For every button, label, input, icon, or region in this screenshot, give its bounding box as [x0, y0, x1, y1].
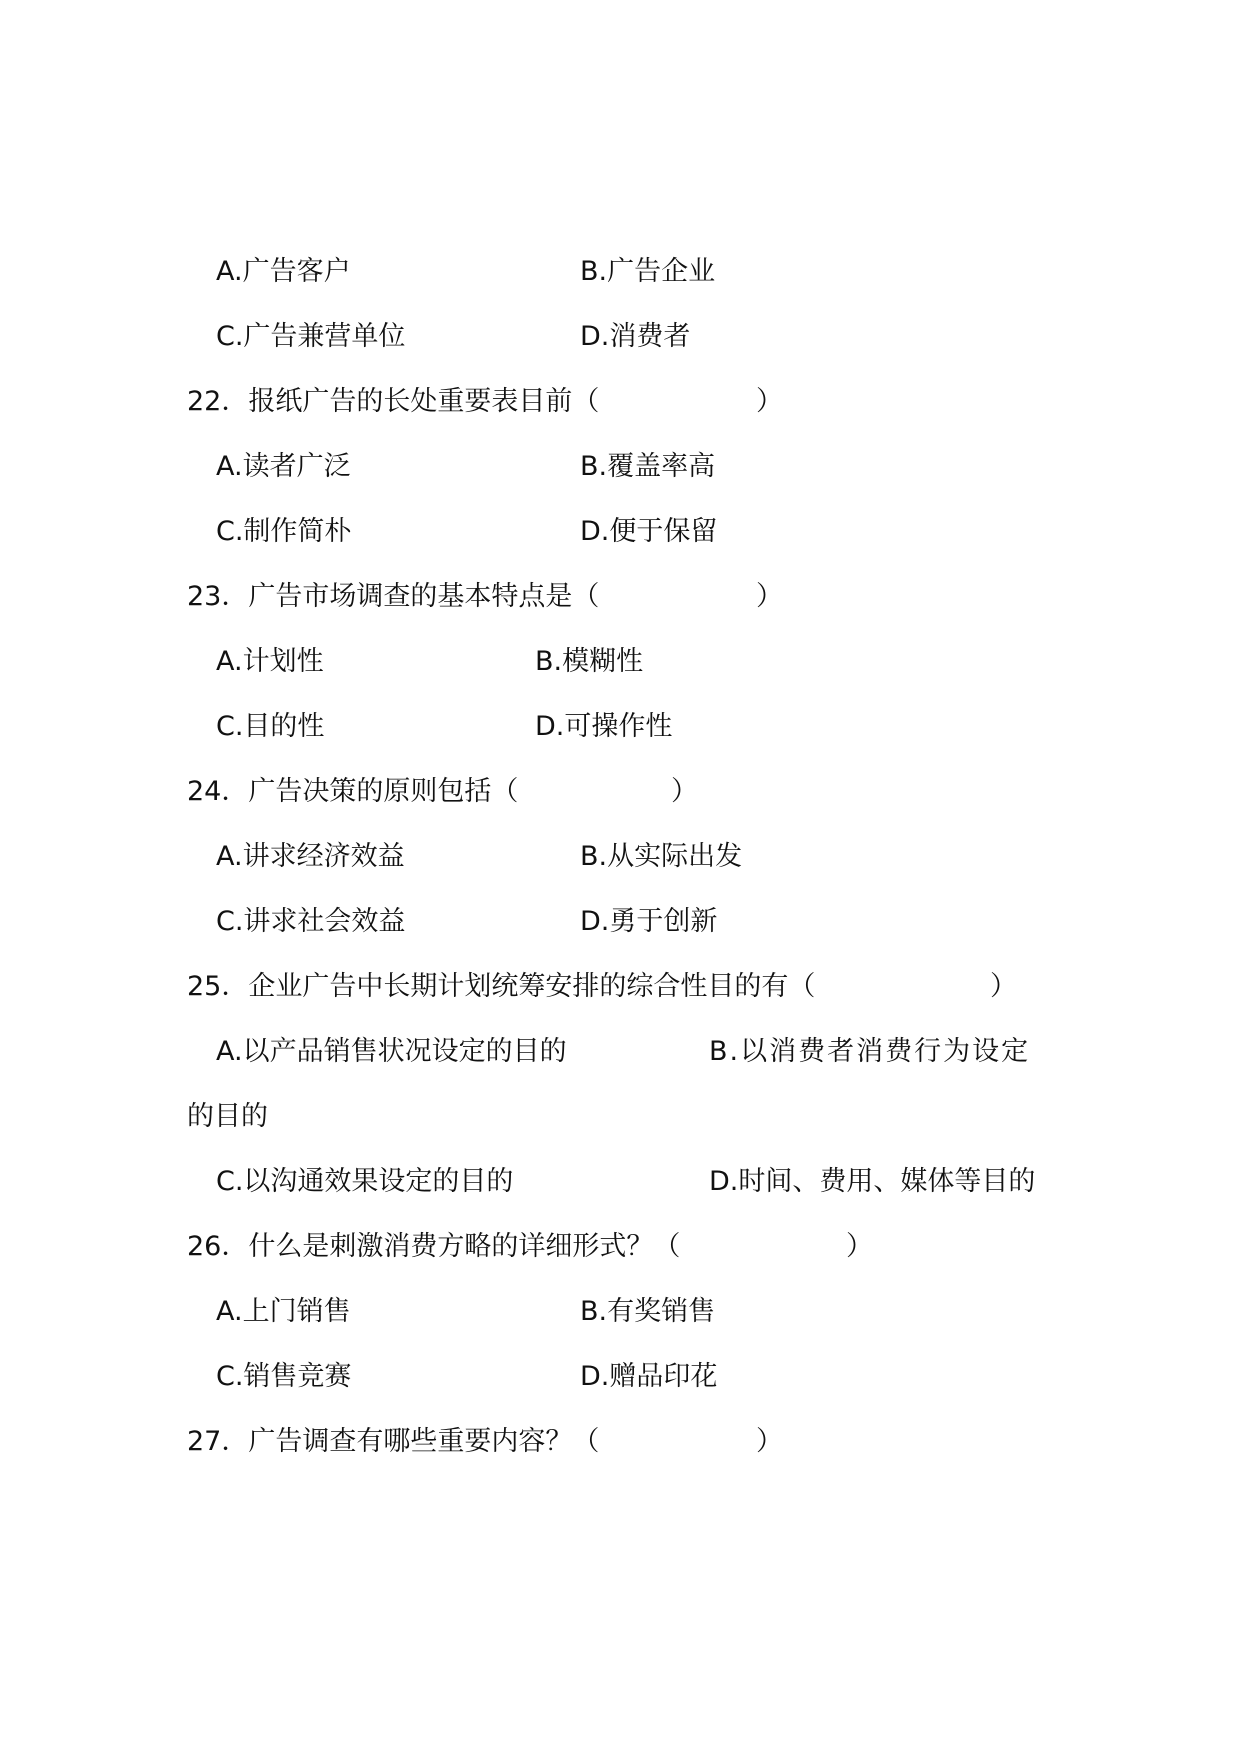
option-a: A.广告客户: [216, 256, 351, 287]
option-c: C.制作简朴: [216, 516, 352, 547]
option-b: B.以消费者消费行为设定: [709, 1036, 1031, 1067]
option-b: B.从实际出发: [580, 841, 743, 872]
option-a: A.上门销售: [216, 1296, 351, 1327]
option-c: C.讲求社会效益: [216, 906, 406, 937]
question-text: 22．报纸广告的长处重要表目前（: [187, 386, 600, 417]
option-d: D.时间、费用、媒体等目的: [709, 1166, 1036, 1197]
option-d: D.可操作性: [535, 711, 673, 742]
answer-paren-close: ）: [756, 386, 783, 417]
option-c: C.目的性: [216, 711, 325, 742]
answer-paren-close: ）: [990, 971, 1017, 1002]
option-a: A.读者广泛: [216, 451, 351, 482]
option-c: C.以沟通效果设定的目的: [216, 1166, 514, 1197]
option-d: D.勇于创新: [580, 906, 718, 937]
question-text: 23．广告市场调查的基本特点是（: [187, 581, 600, 612]
question-text: 27．广告调查有哪些重要内容？（: [187, 1426, 600, 1457]
option-d: D.赠品印花: [580, 1361, 718, 1392]
option-b: B.模糊性: [535, 646, 644, 677]
answer-paren-close: ）: [756, 581, 783, 612]
option-b: B.广告企业: [580, 256, 716, 287]
option-d: D.便于保留: [580, 516, 718, 547]
option-b: B.覆盖率高: [580, 451, 716, 482]
option-b: B.有奖销售: [580, 1296, 716, 1327]
option-a: A.讲求经济效益: [216, 841, 405, 872]
answer-paren-close: ）: [671, 776, 698, 807]
option-c: C.销售竞赛: [216, 1361, 352, 1392]
question-text: 26．什么是刺激消费方略的详细形式？（: [187, 1231, 681, 1262]
option-c: C.广告兼营单位: [216, 321, 406, 352]
answer-paren-close: ）: [846, 1231, 873, 1262]
option-d: D.消费者: [580, 321, 691, 352]
question-text: 24．广告决策的原则包括（: [187, 776, 519, 807]
answer-paren-close: ）: [756, 1426, 783, 1457]
option-a: A.计划性: [216, 646, 324, 677]
question-text: 25．企业广告中长期计划统筹安排的综合性目的有（: [187, 971, 816, 1002]
continuation-text: 的目的: [187, 1101, 268, 1132]
option-a: A.以产品销售状况设定的目的: [216, 1036, 567, 1067]
